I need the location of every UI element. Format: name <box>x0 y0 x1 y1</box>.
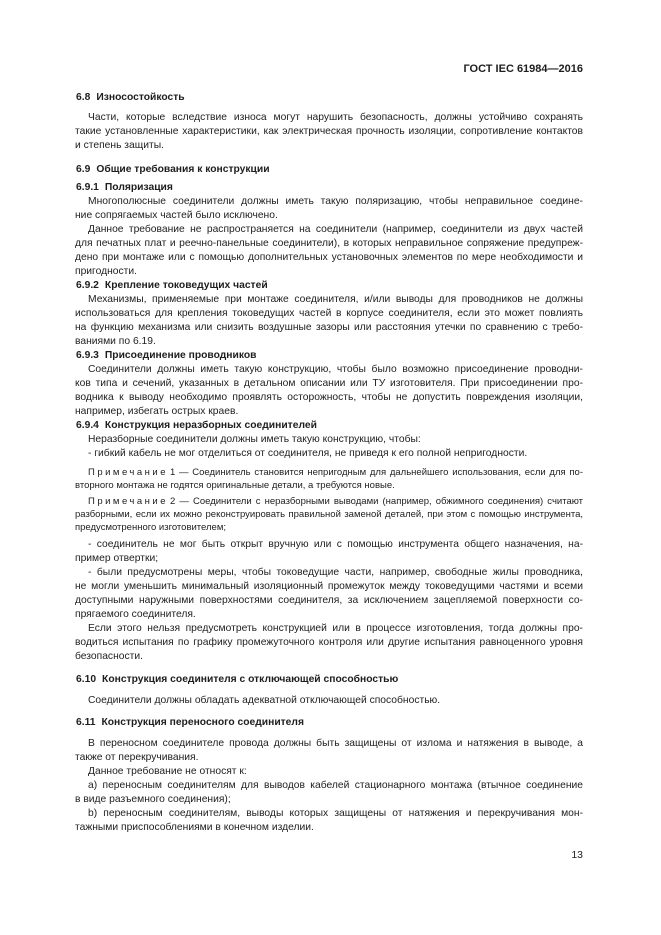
note-line <box>75 495 583 508</box>
section-title: Общие требования к конструкции <box>96 164 270 175</box>
section-number: 6.8 <box>76 92 91 103</box>
list-item-line: в виде разъемного соединения); <box>75 794 231 805</box>
section-heading-6-10 <box>75 673 583 687</box>
section-heading-6-11 <box>75 716 583 730</box>
note-line <box>75 466 583 479</box>
note-line: предусмотренного изготовителем; <box>75 521 227 533</box>
paragraph-line: Многополюсные соединители должны иметь такую поляризацию, чтобы неправильное соедине- <box>88 196 583 207</box>
section-number: 6.9.3 <box>76 350 99 361</box>
note-line: разборными, если их можно реконструировать правильной заменой деталей, при этом с помощью инструмента, <box>75 508 583 520</box>
list-item-b <box>75 807 583 835</box>
list-item: - гибкий кабель не мог отделиться от соединителя, не приведя к его полной непригодности. <box>88 448 528 459</box>
paragraph-line: В переносном соединителе провода должны быть защищены от излома и натяжения в выводе, а <box>88 738 583 749</box>
list-item <box>75 566 583 622</box>
paragraph-line: такие установленные характеристики, как электрическая прочность изоляции, сопротивление контактов <box>75 126 583 137</box>
section-title: Конструкция переносного соединителя <box>101 717 304 728</box>
note-label: Примечание <box>88 466 168 478</box>
section-number: 6.10 <box>76 674 97 685</box>
list-item-line: b) переносным соединителям, выводы которых защищены от натяжения и перекручивания мон- <box>88 808 583 819</box>
list-item <box>75 538 583 566</box>
section-number: 6.9.2 <box>76 280 99 291</box>
list-item-line: прягаемого соединителя. <box>75 609 196 620</box>
paragraph-line: водиться испытания по графику промежуточного контроля или другие испытания равноценного уровня <box>75 637 583 648</box>
paragraph-line: ние сопрягаемых частей было исключено. <box>75 210 278 221</box>
note-1 <box>75 466 583 492</box>
paragraph-line: Данное требование не распространяется на соединители (например, соединители из двух частей <box>88 224 583 235</box>
paragraph-line: для печатных плат и реечно-панельные соединители), в которых неправильное сопряжение предупреж- <box>75 238 583 249</box>
wear-resistance-paragraph <box>75 111 583 153</box>
paragraph-line: например, избегать острых краев. <box>75 406 239 417</box>
paragraph-line: и степень защиты. <box>75 140 164 151</box>
section-heading-6-9-2 <box>75 279 583 293</box>
note-line: вторного монтажа не годятся оригинальные детали, а требуются новые. <box>75 479 395 491</box>
section-title: Конструкция неразборных соединителей <box>104 420 317 431</box>
section-number: 6.11 <box>76 717 96 728</box>
list-item-line: - были предусмотрены меры, чтобы токоведущие части, например, свободные жилы проводника, <box>88 567 583 578</box>
paragraph-line: Механизмы, применяемые при монтаже соединителя, и/или выводы для проводников не должны <box>88 294 583 305</box>
list-item-line: не могли уменьшить минимальный изоляционный промежуток между токоведущими частями и всеми <box>75 581 583 592</box>
section-heading-6-9-4 <box>75 419 583 433</box>
paragraph-line: Соединители должны иметь такую конструкцию, чтобы было возможно присоединение проводни- <box>88 364 583 375</box>
paragraph-line: ваниями по 6.19. <box>75 336 156 347</box>
note-label: Примечание <box>88 495 168 507</box>
paragraph-line: пригодности. <box>75 266 137 277</box>
exceptions-intro: Данное требование не относят к: <box>88 766 247 777</box>
note-text: 2 — Соединители с неразборными выводами (например, обжимного соединения) считают <box>170 495 583 507</box>
paragraph-line: водника к выводу необходимо проявлять осторожность, чтобы не допустить повреждения изоляции, <box>75 392 583 403</box>
paragraph-line: также от перекручивания. <box>75 752 199 763</box>
list-item-line: тажными приспособлениями в конечном изделии. <box>75 822 314 833</box>
section-heading-6-9-3 <box>75 349 583 363</box>
section-title: Конструкция соединителя с отключающей способностью <box>102 674 399 685</box>
paragraph-line: на функцию механизма или снизить воздушные зазоры или расстояния утечки по сравнению с требо- <box>75 322 583 333</box>
paragraph-line: использоваться для крепления токоведущих частей в корпусе соединителя, если это может повлиять <box>75 308 583 319</box>
current-carrying-parts-paragraph <box>75 293 583 349</box>
standard-code-header: ГОСТ IEC 61984—2016 <box>463 63 583 75</box>
conductor-connection-paragraph <box>75 363 583 419</box>
section-title: Крепление токоведущих частей <box>104 280 268 291</box>
section-title: Износостойкость <box>96 92 185 103</box>
polarization-paragraph-2 <box>75 223 583 279</box>
page-number: 13 <box>571 849 583 861</box>
section-number: 6.9 <box>76 164 91 175</box>
paragraph-line: Соединители должны обладать адекватной отключающей способностью. <box>88 695 441 706</box>
section-heading-6-8 <box>75 91 583 105</box>
section-title: Поляризация <box>104 182 173 193</box>
list-item-line: - соединитель не мог быть открыт вручную или с помощью инструмента общего назначения, на- <box>88 539 583 550</box>
list-item-line: пример отвертки; <box>75 553 159 564</box>
portable-connector-paragraph <box>75 737 583 765</box>
paragraph-line: Если этого нельзя предусмотреть конструкцией или в процессе изготовления, тогда должны про- <box>88 623 583 634</box>
section-number: 6.9.4 <box>76 420 99 431</box>
section-heading-6-9-1 <box>75 181 583 195</box>
document-body <box>75 91 583 835</box>
paragraph-line: ков типа и сечений, указанных в детальном описании или ТУ изготовителя. При присоединении про- <box>75 378 583 389</box>
paragraph-line: Части, которые вследствие износа могут нарушить безопасность, должны устойчиво сохранять <box>88 112 583 123</box>
non-rewirable-intro: Неразборные соединители должны иметь такую конструкцию, чтобы: <box>88 434 421 445</box>
list-item-line: доступными наружными поверхностями соединителя, за исключением зацепляемой поверхности со- <box>75 595 583 606</box>
note-text: 1 — Соединитель становится непригодным для дальнейшего использования, если для по- <box>170 466 583 478</box>
testing-paragraph <box>75 622 583 664</box>
section-heading-6-9 <box>75 163 583 177</box>
note-2 <box>75 495 583 534</box>
breaking-capacity-paragraph <box>75 694 583 708</box>
list-item-a <box>75 779 583 807</box>
list-item-line: а) переносным соединителям для выводов кабелей стационарного монтажа (втычное соединение <box>88 780 583 791</box>
paragraph-line: безопасности. <box>75 651 143 662</box>
section-number: 6.9.1 <box>76 182 99 193</box>
polarization-paragraph-1 <box>75 195 583 223</box>
paragraph-line: дено при монтаже или с помощью дополнительных установочных элементов по мере необходимости и <box>75 252 583 263</box>
section-title: Присоединение проводников <box>104 350 257 361</box>
